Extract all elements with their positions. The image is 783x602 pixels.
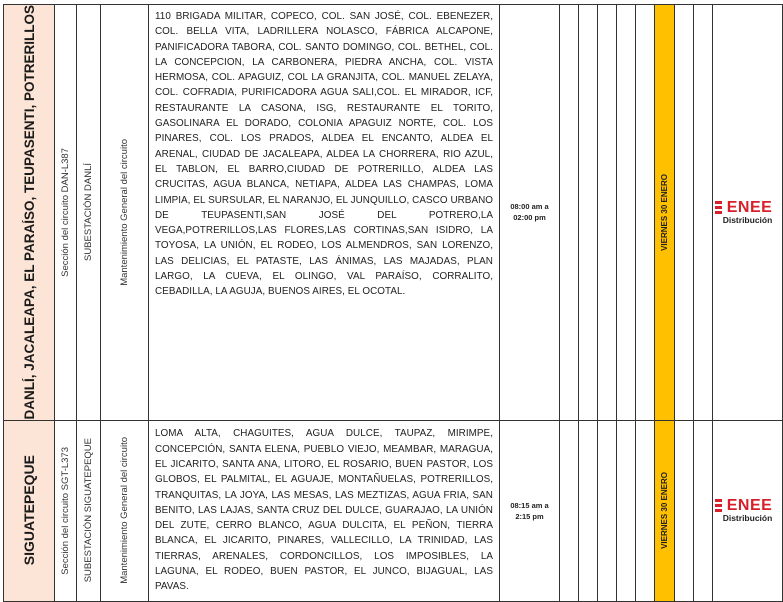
time-cell — [500, 420, 560, 601]
day-label: VIERNES 30 ENERO — [660, 472, 669, 549]
section-cell — [55, 420, 77, 601]
substation-label: SUBESTACIÓN DANLÍ — [83, 163, 94, 262]
empty-cell — [560, 420, 579, 601]
day-cell — [655, 420, 675, 601]
enee-mark-icon — [715, 201, 722, 214]
zone-label: DANLÍ, JACALEAPA, EL PARAÍSO, TEUPASENTI, POTRERILLOS — [21, 5, 37, 420]
enee-logo: ENEE Distribución — [723, 498, 773, 523]
empty-cell — [617, 420, 636, 601]
logo-cell — [713, 420, 783, 601]
table-row — [4, 420, 783, 601]
time-end: 2:15 pm — [515, 511, 544, 521]
work-label: Mantenimiento General del circuito — [119, 437, 130, 584]
section-label: Sección del circuito DAN-L387 — [60, 147, 71, 277]
empty-cell — [636, 5, 655, 421]
logo-cell — [713, 5, 783, 421]
substation-label: SUBESTACIÓN SIGUATEPEQUE — [83, 438, 94, 583]
empty-cell — [579, 5, 598, 421]
empty-cell — [675, 420, 694, 601]
empty-cell — [636, 420, 655, 601]
zone-cell — [4, 420, 55, 601]
time-end: 02:00 pm — [513, 213, 546, 223]
enee-logo: ENEE Distribución — [723, 200, 773, 225]
empty-cell — [598, 5, 617, 421]
affected-areas: 110 BRIGADA MILITAR, COPECO, COL. SAN JOSÉ, COL. EBENEZER, COL. BELLA VITA, LADRILLERA NOLASCO, FÁBRICA ALCAPONE, PANIFICADORA TABORA, COL. SANTO DOMINGO, COL. BETHEL, COL. LA CONCEPCION, LA CARBONERA, PIEDRA ANCHA, COL. VISTA HERMOSA, COL. APAGUIZ, COL LA GRANJITA, COL. MANUEL ZELAYA, COL. COFRADIA, PURIFICADORA AGUA SALI,COL. EL MIRADOR, ICF, RESTAURANTE LA CASONA, ISG, RESTAURANTE EL TORITO, GASOLINARA EL DORADO, COLONIA APAGUIZ NORTE, COL. LOS PINARES, COL. LOS PRADOS, ALDEA EL ENCANTO, ALDEA EL ARENAL, CIUDAD DE JACALEAPA, ALDEA LA CHORRERA, RIO AZUL, EL TABLON, EL BARRO,CIUDAD DE POTRERILLO, ALDEA LAS CRUCITAS, AGUA BLANCA, NETIAPA, ALDEA LAS CHAMPAS, LOMA LIMPIA, EL SURSULAR, EL NARANJO, EL JUNQUILLO, CASCO URBANO DE TEUPASENTI,SAN JOSÉ DEL POTRERO,LA VEGA,POTRERILLOS,LAS FLORES,LAS CORTINAS,SAN ISIDRO, LA TOYOSA, LA UNIÓN, EL RODEO, LOS ALMENDROS, SAN LORENZO, LAS DELICIAS, EL PATASTE, LAS ÁNIMAS, LAS MAJADAS, PLAN LARGO, LA CUEVA, EL OLINGO, VAL PARAÍSO, CORRALITO, CEBADILLA, LA AGUJA, BUENOS AIRES, EL OCOTAL. — [149, 5, 500, 421]
day-cell — [655, 5, 675, 421]
empty-cell — [675, 5, 694, 421]
section-cell — [55, 5, 77, 421]
work-cell — [101, 5, 149, 421]
substation-cell — [77, 5, 101, 421]
empty-cell — [560, 5, 579, 421]
day-label: VIERNES 30 ENERO — [660, 173, 669, 251]
empty-cell — [617, 5, 636, 421]
outage-schedule-table — [3, 4, 783, 602]
work-label: Mantenimiento General del circuito — [119, 138, 130, 286]
work-cell — [101, 420, 149, 601]
empty-cell — [579, 420, 598, 601]
zone-cell — [4, 5, 55, 421]
substation-cell — [77, 420, 101, 601]
empty-cell — [694, 420, 713, 601]
enee-mark-icon — [715, 499, 722, 512]
empty-cell — [694, 5, 713, 421]
time-start: 08:00 am a — [510, 202, 549, 212]
zone-label: SIGUATEPEQUE — [20, 455, 37, 566]
affected-areas: LOMA ALTA, CHAGUITES, AGUA DULCE, TAUPAZ, MIRIMPE, CONCEPCIÓN, SANTA ELENA, PUEBLO VIEJO, MEAMBAR, MARAGUA, EL JICARITO, SANTA ANA, LITORO, EL ROSARIO, BUEN PASTOR, LOS GLOBOS, EL PALMITAL, EL AGUAJE, MONTAÑUELAS, POTRERILLOS, TRANQUITAS, LA JOYA, LAS MESAS, LAS MEZTIZAS, AGUA FRIA, SAN BENITO, LAS LAJAS, SANTA CRUZ DEL DULCE, GUARAJAO, LA UNIÓN DEL ZUTE, CERRO BLANCO, AGUA DULCITA, EL PEÑON, TIERRA BLANCA, EL JICARITO, PINARES, VALLECILLO, LA TRINIDAD, LAS TIERRAS, ARENALES, CORDONCILLOS, LOS IMPOSIBLES, LA LAGUNA, EL RODEO, BUEN PASTOR, EL JUNCO, BIJAGUAL, LAS PAVAS. — [149, 420, 500, 601]
empty-cell — [598, 420, 617, 601]
time-cell — [500, 5, 560, 421]
table-row — [4, 5, 783, 421]
section-label: Sección del circuito SGT-L373 — [60, 446, 71, 575]
time-start: 08:15 am a — [510, 500, 549, 510]
